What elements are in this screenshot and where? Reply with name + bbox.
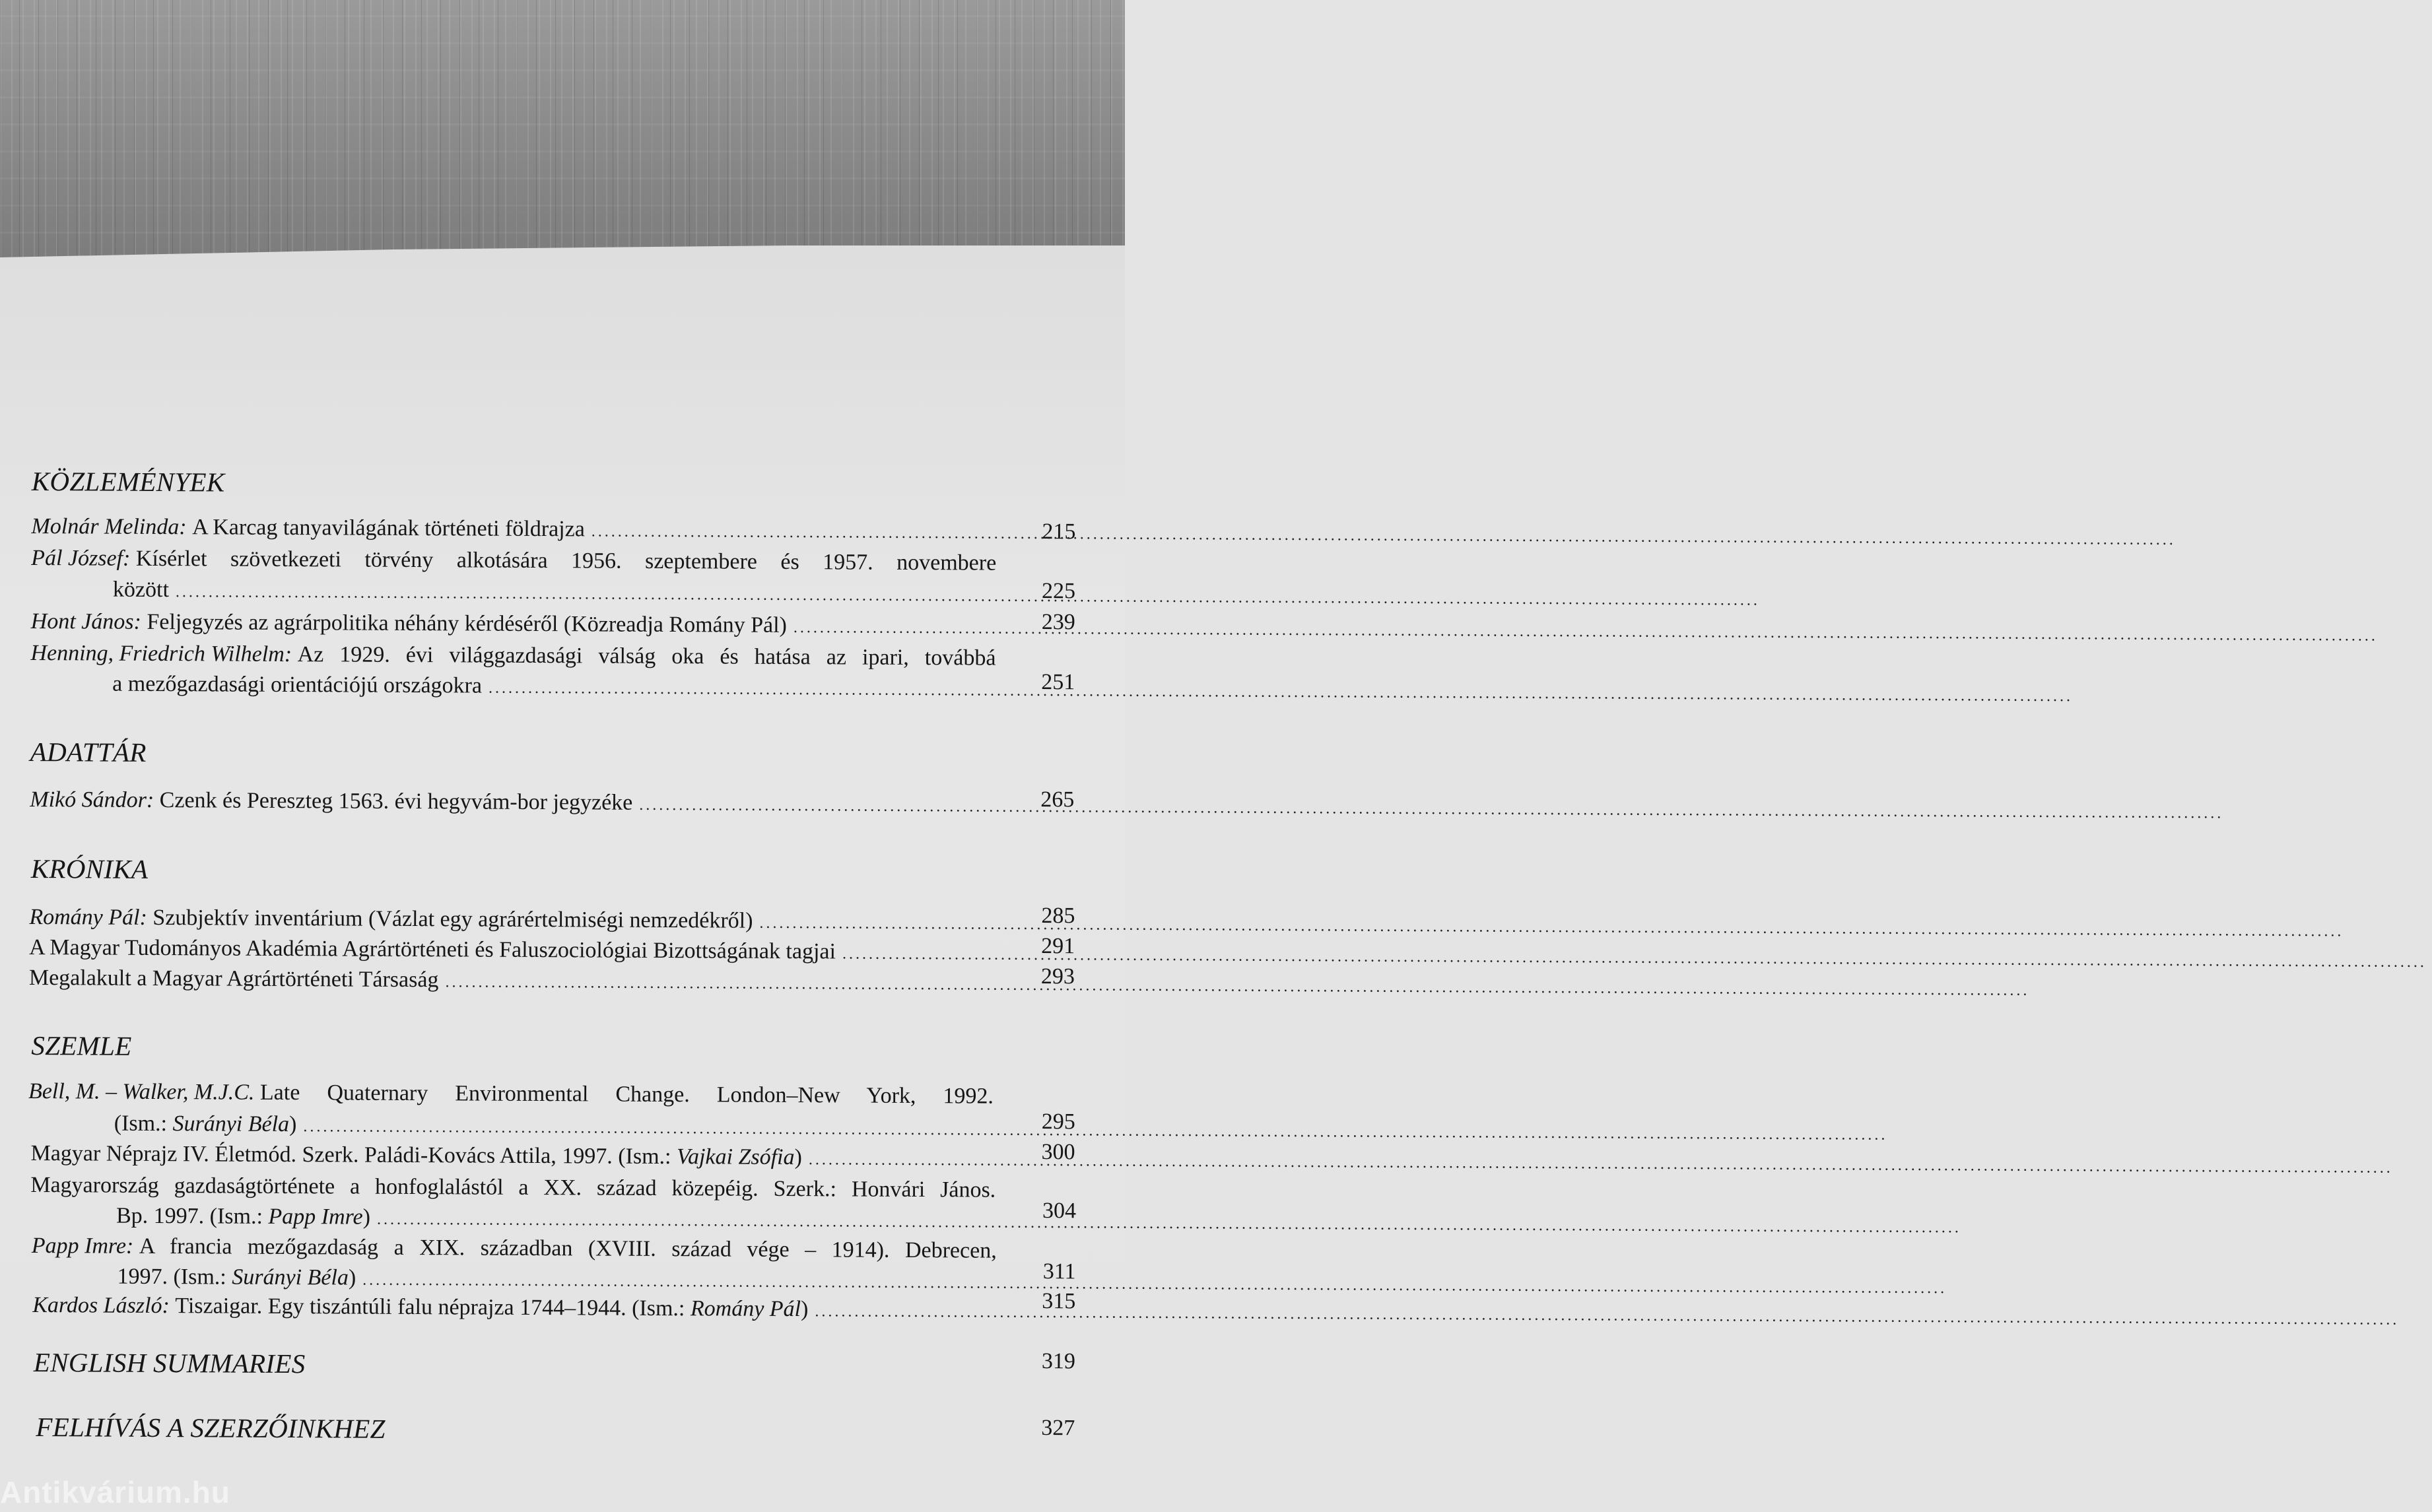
toc-entry-gazdasag bbox=[30, 1172, 996, 1204]
toc-entry-miko bbox=[30, 787, 995, 818]
toc-entry-papp-continuation bbox=[117, 1264, 1000, 1295]
section-title-felhivas: FELHÍVÁS A SZERZŐINKHEZ bbox=[36, 1412, 386, 1444]
reviewer-name: Papp Imre bbox=[268, 1204, 363, 1230]
entry-title: Magyarország gazdaságtörténete a honfoglalástól a XX. század közepéig. Szerk.: Honvári János. bbox=[30, 1172, 996, 1202]
page-number: 239 bbox=[1041, 610, 1075, 635]
page-number: 251 bbox=[1041, 670, 1075, 695]
page-number: 311 bbox=[1042, 1259, 1076, 1284]
leader-dots bbox=[759, 910, 2344, 945]
page-number: 300 bbox=[1041, 1140, 1075, 1165]
entry-title: Magyar Néprajz IV. Életmód. Szerk. Paládi-Kovács Attila, 1997. (Ism.: Vajkai Zsófia) bbox=[30, 1140, 802, 1170]
reviewer-name: Romány Pál bbox=[690, 1296, 801, 1322]
reviewer-name: Vajkai Zsófia bbox=[676, 1144, 795, 1170]
toc-entry-gazdasag-continuation bbox=[116, 1203, 999, 1234]
page-number: 265 bbox=[1040, 787, 1075, 812]
toc-entry-henning-continuation bbox=[112, 671, 996, 702]
section-title-szemle: SZEMLE bbox=[31, 1030, 132, 1061]
toc-entry-kardos bbox=[32, 1292, 997, 1324]
page-number: 304 bbox=[1042, 1199, 1077, 1224]
page-number: 293 bbox=[1040, 964, 1075, 989]
page-number: 319 bbox=[1041, 1349, 1075, 1374]
entry-title-continuation: 1997. (Ism.: Surányi Béla) bbox=[117, 1264, 356, 1290]
toc-entry-bell-continuation bbox=[114, 1111, 997, 1142]
entry-title-continuation: (Ism.: Surányi Béla) bbox=[114, 1111, 297, 1137]
toc-entry-pal bbox=[31, 545, 996, 577]
page-number: 285 bbox=[1041, 904, 1075, 929]
toc-entry-hont bbox=[31, 608, 996, 640]
entry-author: Romány Pál: bbox=[29, 904, 147, 930]
toc-entry-romany bbox=[29, 904, 994, 936]
page-number: 215 bbox=[1042, 519, 1076, 544]
leader-dots bbox=[176, 579, 1760, 614]
page-number: 315 bbox=[1042, 1289, 1076, 1314]
watermark: Antikvárium.hu bbox=[0, 1475, 230, 1509]
toc-entry-papp bbox=[32, 1233, 997, 1265]
section-title-adattar: ADATTÁR bbox=[30, 736, 147, 768]
page-number: 225 bbox=[1041, 579, 1076, 604]
section-title-english-summaries: ENGLISH SUMMARIES bbox=[33, 1347, 306, 1379]
entry-author: Pál József: bbox=[31, 545, 131, 571]
entry-title-continuation: között bbox=[112, 577, 170, 603]
entry-title: Late Quaternary Environmental Change. London–New York, 1992. bbox=[259, 1080, 994, 1109]
leader-dots bbox=[489, 675, 2073, 710]
leader-dots bbox=[591, 518, 2176, 553]
leader-dots bbox=[842, 940, 2427, 975]
entry-title: Az 1929. évi világgazdasági válság oka és hatása az ipari, továbbá bbox=[297, 642, 996, 671]
entry-title: Feljegyzés az agrárpolitika néhány kérdéséről (Közreadja Romány Pál) bbox=[147, 609, 788, 638]
page-number: 295 bbox=[1041, 1109, 1075, 1134]
entry-title-continuation: Bp. 1997. (Ism.: Papp Imre) bbox=[116, 1203, 371, 1230]
toc-entry-mta bbox=[29, 935, 994, 966]
entry-author: Bell, M. – Walker, M.J.C. bbox=[28, 1078, 255, 1105]
page-number: 327 bbox=[1041, 1416, 1075, 1441]
toc-entry-bell bbox=[28, 1078, 994, 1110]
entry-title: Megalakult a Magyar Agrártörténeti Társaság bbox=[28, 965, 439, 993]
section-title-kronika: KRÓNIKA bbox=[30, 853, 149, 884]
entry-author: Henning, Friedrich Wilhelm: bbox=[30, 640, 292, 667]
entry-title: Kísérlet szövetkezeti törvény alkotására 1956. szeptembere és 1957. novembere bbox=[135, 546, 997, 575]
toc-entry-neprajz bbox=[30, 1140, 996, 1172]
entry-title: Tiszaigar. Egy tiszántúli falu néprajza 1744–1944. (Ism.: Romány Pál) bbox=[175, 1294, 809, 1322]
section-title-kozlemenyek: KÖZLEMÉNYEK bbox=[31, 465, 225, 498]
entry-title: Szubjektív inventárium (Vázlat egy agrárértelmiségi nemzedékről) bbox=[152, 905, 753, 933]
entry-title: A Magyar Tudományos Akadémia Agrártörténeti és Faluszociológiai Bizottságának tagjai bbox=[29, 935, 836, 964]
entry-author: Mikó Sándor: bbox=[30, 787, 154, 812]
toc-entry-pal-continuation bbox=[113, 577, 996, 608]
page-number: 291 bbox=[1041, 934, 1075, 959]
toc-entry-megalakult bbox=[29, 965, 994, 997]
entry-title: A Karcag tanyavilágának történeti földrajza bbox=[192, 515, 585, 542]
entry-title: Czenk és Pereszteg 1563. évi hegyvám-bor jegyzéke bbox=[159, 788, 633, 815]
toc-entry-molnar bbox=[31, 513, 996, 545]
entry-title-continuation: a mezőgazdasági orientációjú országokra bbox=[112, 671, 483, 698]
entry-author: Papp Imre: bbox=[31, 1233, 134, 1259]
reviewer-name: Surányi Béla bbox=[232, 1265, 349, 1290]
entry-author: Molnár Melinda: bbox=[31, 513, 187, 540]
entry-author: Hont János: bbox=[30, 608, 141, 634]
table-of-contents bbox=[0, 0, 1128, 1505]
leader-dots bbox=[445, 969, 2029, 1004]
toc-entry-henning bbox=[30, 640, 996, 672]
entry-title: A francia mezőgazdaság a XIX. században (XVIII. század vége – 1914). Debrecen, bbox=[139, 1233, 997, 1263]
reviewer-name: Surányi Béla bbox=[172, 1111, 290, 1137]
entry-author: Kardos László: bbox=[32, 1293, 170, 1319]
leader-dots bbox=[639, 792, 2223, 827]
